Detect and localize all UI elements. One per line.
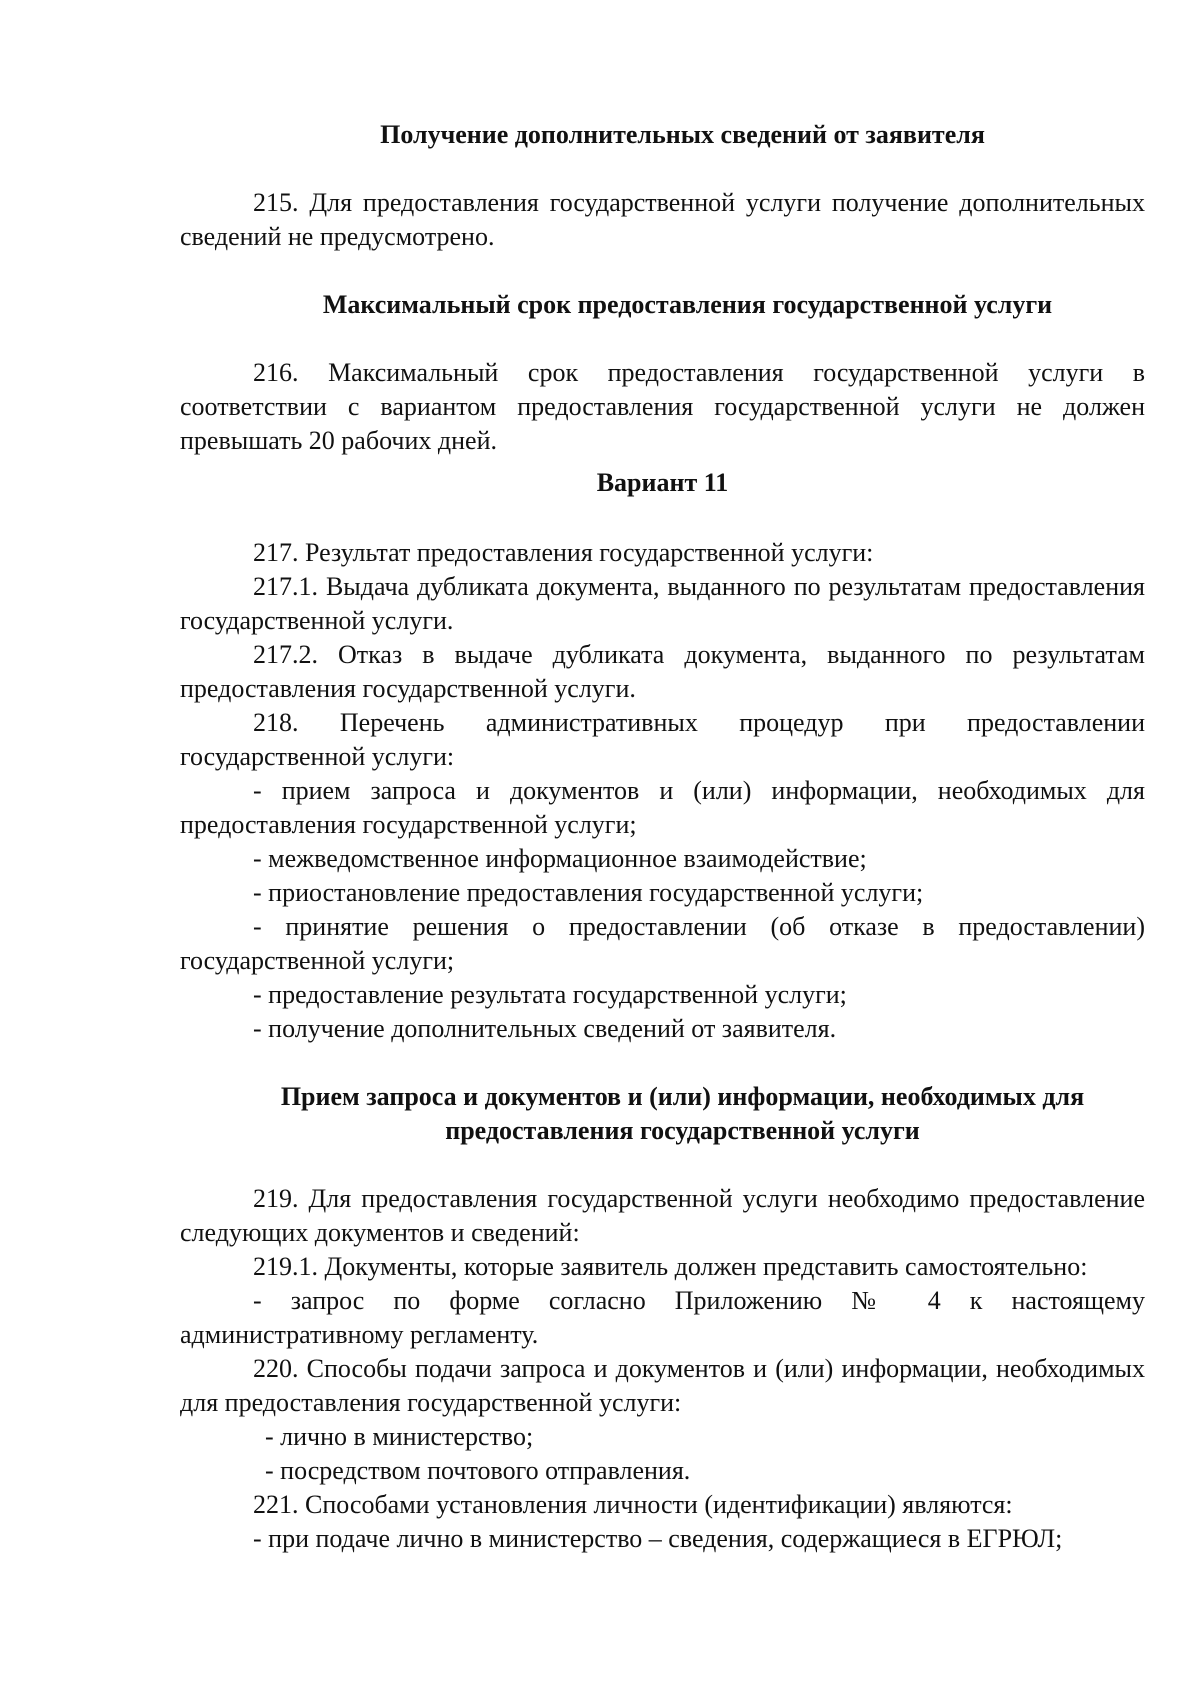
list-item-218-5: - предоставление результата государственной услуги; [253, 980, 847, 1009]
list-item-221-1: - при подаче лично в министерство – сведения, содержащиеся в ЕГРЮЛ; [253, 1524, 1063, 1553]
list-item-220-2: - посредством почтового отправления. [265, 1456, 691, 1485]
paragraph-216: 216. Максимальный срок предоставления государственной услуги в соответствии с вариантом предоставления государственной услуги не должен превышать 20 рабочих дней. [180, 358, 1145, 455]
paragraph-220: 220. Способы подачи запроса и документов и (или) информации, необходимых для предоставления государственной услуги: [180, 1354, 1145, 1417]
section-heading-variant-11: Вариант 11 [596, 468, 729, 497]
paragraph-219: 219. Для предоставления государственной услуги необходимо предоставление следующих документов и сведений: [180, 1184, 1145, 1247]
list-item-218-6: - получение дополнительных сведений от заявителя. [253, 1014, 837, 1043]
paragraph-221: 221. Способами установления личности (идентификации) являются: [253, 1490, 1013, 1519]
paragraph-217: 217. Результат предоставления государственной услуги: [253, 538, 874, 567]
list-item-218-1: - прием запроса и документов и (или) информации, необходимых для предоставления государственной услуги; [180, 776, 1145, 839]
section-heading-request-line1: Прием запроса и документов и (или) информации, необходимых для [280, 1082, 1085, 1111]
paragraph-218: 218. Перечень административных процедур при предоставлении государственной услуги: [180, 708, 1145, 771]
list-item-220-1: - лично в министерство; [265, 1422, 534, 1451]
paragraph-217-2: 217.2. Отказ в выдаче дубликата документа, выданного по результатам предоставления государственной услуги. [180, 640, 1145, 703]
list-item-218-4: - принятие решения о предоставлении (об отказе в предоставлении) государственной услуги; [180, 912, 1145, 975]
list-item-218-3: - приостановление предоставления государственной услуги; [253, 878, 924, 907]
paragraph-217-1: 217.1. Выдача дубликата документа, выданного по результатам предоставления государственной услуги. [180, 572, 1145, 635]
section-heading-max-term: Максимальный срок предоставления государственной услуги [322, 290, 1053, 319]
paragraph-219-1: 219.1. Документы, которые заявитель должен представить самостоятельно: [253, 1252, 1088, 1281]
section-heading-request-line2: предоставления государственной услуги [445, 1116, 920, 1145]
list-item-218-2: - межведомственное информационное взаимодействие; [253, 844, 867, 873]
paragraph-215: 215. Для предоставления государственной услуги получение дополнительных сведений не предусмотрено. [180, 188, 1145, 251]
document-body [180, 118, 1145, 1556]
section-heading-additional-info: Получение дополнительных сведений от заявителя [380, 120, 985, 149]
list-item-219-1: - запрос по форме согласно Приложению № 4 к настоящему административному регламенту. [180, 1286, 1145, 1349]
